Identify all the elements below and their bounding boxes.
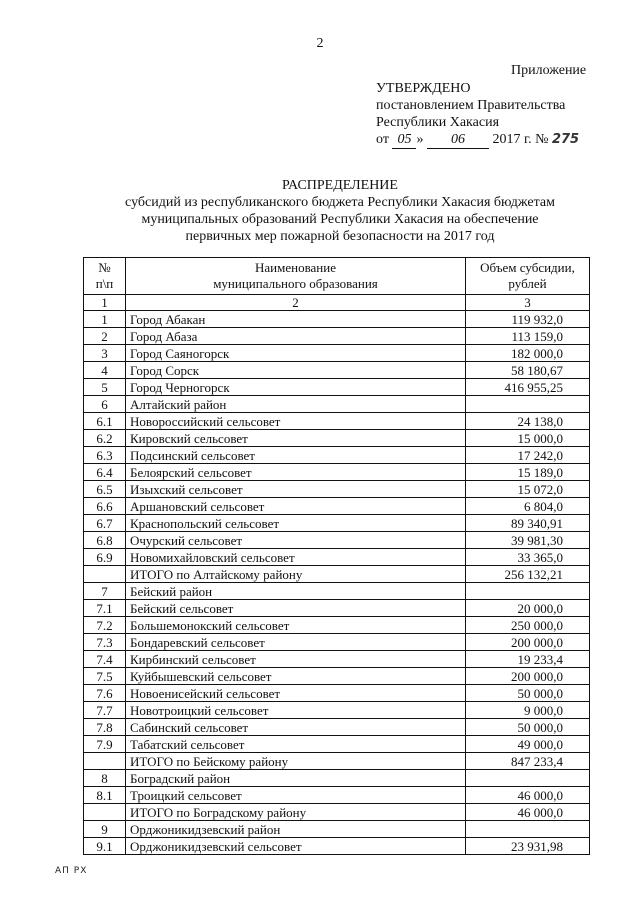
row-amount: [466, 396, 590, 413]
row-number: [84, 566, 126, 583]
table-row: [84, 838, 590, 855]
approved-label: УТВЕРЖДЕНО: [376, 81, 471, 96]
table-row: [84, 583, 590, 600]
row-number: 6.5: [84, 481, 126, 498]
column-number-1: 1: [84, 295, 126, 311]
table-header-row: [84, 258, 590, 295]
date-day: 05: [392, 131, 416, 149]
header-name: [126, 258, 466, 295]
table-row: [84, 770, 590, 787]
row-name: Новомихайловский сельсовет: [126, 549, 466, 566]
row-amount: 39 981,30: [466, 532, 590, 549]
row-amount: 89 340,91: [466, 515, 590, 532]
row-name: Боградский район: [126, 770, 466, 787]
row-amount: 19 233,4: [466, 651, 590, 668]
table-row: [84, 719, 590, 736]
row-number: 6.1: [84, 413, 126, 430]
row-name: Табатский сельсовет: [126, 736, 466, 753]
row-number: 6.2: [84, 430, 126, 447]
row-name: Изыхский сельсовет: [126, 481, 466, 498]
table-row: [84, 430, 590, 447]
title-line-2: субсидий из республиканского бюджета Республики Хакасия бюджетам: [125, 195, 555, 210]
row-number: 2: [84, 328, 126, 345]
table-row: [84, 396, 590, 413]
row-number: 7.7: [84, 702, 126, 719]
header-amount-line-1: Объем субсидии,: [480, 260, 575, 275]
row-amount: 46 000,0: [466, 804, 590, 821]
table-row: [84, 600, 590, 617]
decree-line-1: постановлением Правительства: [376, 98, 566, 113]
decree-line-2: Республики Хакасия: [376, 115, 500, 130]
header-amount-line-2: рублей: [508, 276, 547, 291]
date-year: 2017 г. №: [492, 132, 549, 147]
row-amount: 256 132,21: [466, 566, 590, 583]
row-amount: 113 159,0: [466, 328, 590, 345]
row-amount: 119 932,0: [466, 311, 590, 328]
row-name: Город Черногорск: [126, 379, 466, 396]
row-amount: 20 000,0: [466, 600, 590, 617]
row-number: 6.3: [84, 447, 126, 464]
table-row: [84, 651, 590, 668]
table-row: [84, 311, 590, 328]
row-amount: [466, 821, 590, 838]
column-number-3: 3: [466, 295, 590, 311]
document-title: [0, 177, 640, 245]
row-name: Кирбинский сельсовет: [126, 651, 466, 668]
row-number: 7.8: [84, 719, 126, 736]
page-number: 2: [316, 36, 324, 51]
row-number: 8.1: [84, 787, 126, 804]
table-row: [84, 634, 590, 651]
row-name: Новотроицкий сельсовет: [126, 702, 466, 719]
row-amount: 17 242,0: [466, 447, 590, 464]
row-amount: 847 233,4: [466, 753, 590, 770]
row-amount: [466, 583, 590, 600]
row-number: 7.6: [84, 685, 126, 702]
row-number: 7.5: [84, 668, 126, 685]
row-name: Бондаревский сельсовет: [126, 634, 466, 651]
row-number: 7.9: [84, 736, 126, 753]
table-row: [84, 515, 590, 532]
decree-number: 275: [551, 132, 580, 147]
row-name: Город Абакан: [126, 311, 466, 328]
row-name: Орджоникидзевский район: [126, 821, 466, 838]
row-amount: 46 000,0: [466, 787, 590, 804]
row-name: Новоенисейский сельсовет: [126, 685, 466, 702]
header-name-line-1: Наименование: [255, 260, 336, 275]
row-number: 7.2: [84, 617, 126, 634]
row-amount: 15 072,0: [466, 481, 590, 498]
title-line-4: первичных мер пожарной безопасности на 2017 год: [185, 229, 495, 244]
date-prefix: от: [376, 132, 389, 147]
row-amount: 15 000,0: [466, 430, 590, 447]
row-amount: 58 180,67: [466, 362, 590, 379]
header-name-line-2: муниципального образования: [213, 276, 378, 291]
table-row: [84, 566, 590, 583]
row-number: 6.9: [84, 549, 126, 566]
row-amount: 33 365,0: [466, 549, 590, 566]
row-amount: 200 000,0: [466, 668, 590, 685]
row-number: 3: [84, 345, 126, 362]
table-row: [84, 702, 590, 719]
date-month: 06: [427, 131, 489, 149]
row-name: ИТОГО по Алтайскому району: [126, 566, 466, 583]
row-name: Сабинский сельсовет: [126, 719, 466, 736]
row-amount: 182 000,0: [466, 345, 590, 362]
row-name: Краснопольский сельсовет: [126, 515, 466, 532]
table-row: [84, 736, 590, 753]
row-number: 5: [84, 379, 126, 396]
row-number: 6.6: [84, 498, 126, 515]
row-amount: 6 804,0: [466, 498, 590, 515]
decree-date-line: от 05 » 06 2017 г. № 275: [376, 132, 580, 147]
row-name: Белоярский сельсовет: [126, 464, 466, 481]
row-amount: 200 000,0: [466, 634, 590, 651]
row-amount: [466, 770, 590, 787]
title-line-3: муниципальных образований Республики Хакасия на обеспечение: [141, 212, 539, 227]
table-row: [84, 617, 590, 634]
header-amount: [466, 258, 590, 295]
row-name: Бейский район: [126, 583, 466, 600]
table-row: [84, 345, 590, 362]
table-row: [84, 379, 590, 396]
row-name: ИТОГО по Бейскому району: [126, 753, 466, 770]
row-number: 6.4: [84, 464, 126, 481]
row-name: Куйбышевский сельсовет: [126, 668, 466, 685]
row-name: Новороссийский сельсовет: [126, 413, 466, 430]
row-name: ИТОГО по Боградскому району: [126, 804, 466, 821]
appendix-label: Приложение: [511, 63, 587, 78]
table-row: [84, 753, 590, 770]
table-row: [84, 532, 590, 549]
table-row: [84, 821, 590, 838]
row-name: Орджоникидзевский сельсовет: [126, 838, 466, 855]
row-number: [84, 753, 126, 770]
row-number: [84, 804, 126, 821]
row-amount: 49 000,0: [466, 736, 590, 753]
row-name: Подсинский сельсовет: [126, 447, 466, 464]
row-name: Очурский сельсовет: [126, 532, 466, 549]
row-number: 7.4: [84, 651, 126, 668]
row-number: 6.7: [84, 515, 126, 532]
footer-stamp: АП РХ: [55, 866, 88, 876]
row-name: Кировский сельсовет: [126, 430, 466, 447]
table-row: [84, 787, 590, 804]
row-amount: 9 000,0: [466, 702, 590, 719]
table-row: [84, 447, 590, 464]
column-number-row: [84, 295, 590, 311]
row-number: 6.8: [84, 532, 126, 549]
row-number: 1: [84, 311, 126, 328]
row-name: Город Абаза: [126, 328, 466, 345]
header-number: [84, 258, 126, 295]
header-number-line-1: №: [98, 260, 111, 275]
row-amount: 24 138,0: [466, 413, 590, 430]
row-name: Город Саяногорск: [126, 345, 466, 362]
row-number: 6: [84, 396, 126, 413]
row-number: 7.3: [84, 634, 126, 651]
row-amount: 250 000,0: [466, 617, 590, 634]
row-number: 4: [84, 362, 126, 379]
column-number-2: 2: [126, 295, 466, 311]
table-row: [84, 804, 590, 821]
row-amount: 23 931,98: [466, 838, 590, 855]
row-number: 7.1: [84, 600, 126, 617]
header-number-line-2: п\п: [95, 276, 114, 291]
row-number: 7: [84, 583, 126, 600]
table-row: [84, 498, 590, 515]
row-name: Большемонокский сельсовет: [126, 617, 466, 634]
table-row: [84, 464, 590, 481]
row-amount: 50 000,0: [466, 719, 590, 736]
table-row: [84, 481, 590, 498]
row-number: 9.1: [84, 838, 126, 855]
row-amount: 15 189,0: [466, 464, 590, 481]
subsidy-table: [83, 257, 590, 855]
row-name: Город Сорск: [126, 362, 466, 379]
table-row: [84, 685, 590, 702]
row-name: Аршановский сельсовет: [126, 498, 466, 515]
approval-block: [376, 80, 579, 149]
row-amount: 50 000,0: [466, 685, 590, 702]
title-line-1: РАСПРЕДЕЛЕНИЕ: [282, 178, 398, 193]
table-row: [84, 413, 590, 430]
row-name: Бейский сельсовет: [126, 600, 466, 617]
table-row: [84, 668, 590, 685]
table-row: [84, 328, 590, 345]
row-number: 8: [84, 770, 126, 787]
row-name: Троицкий сельсовет: [126, 787, 466, 804]
row-name: Алтайский район: [126, 396, 466, 413]
table-row: [84, 362, 590, 379]
row-amount: 416 955,25: [466, 379, 590, 396]
row-number: 9: [84, 821, 126, 838]
table-row: [84, 549, 590, 566]
